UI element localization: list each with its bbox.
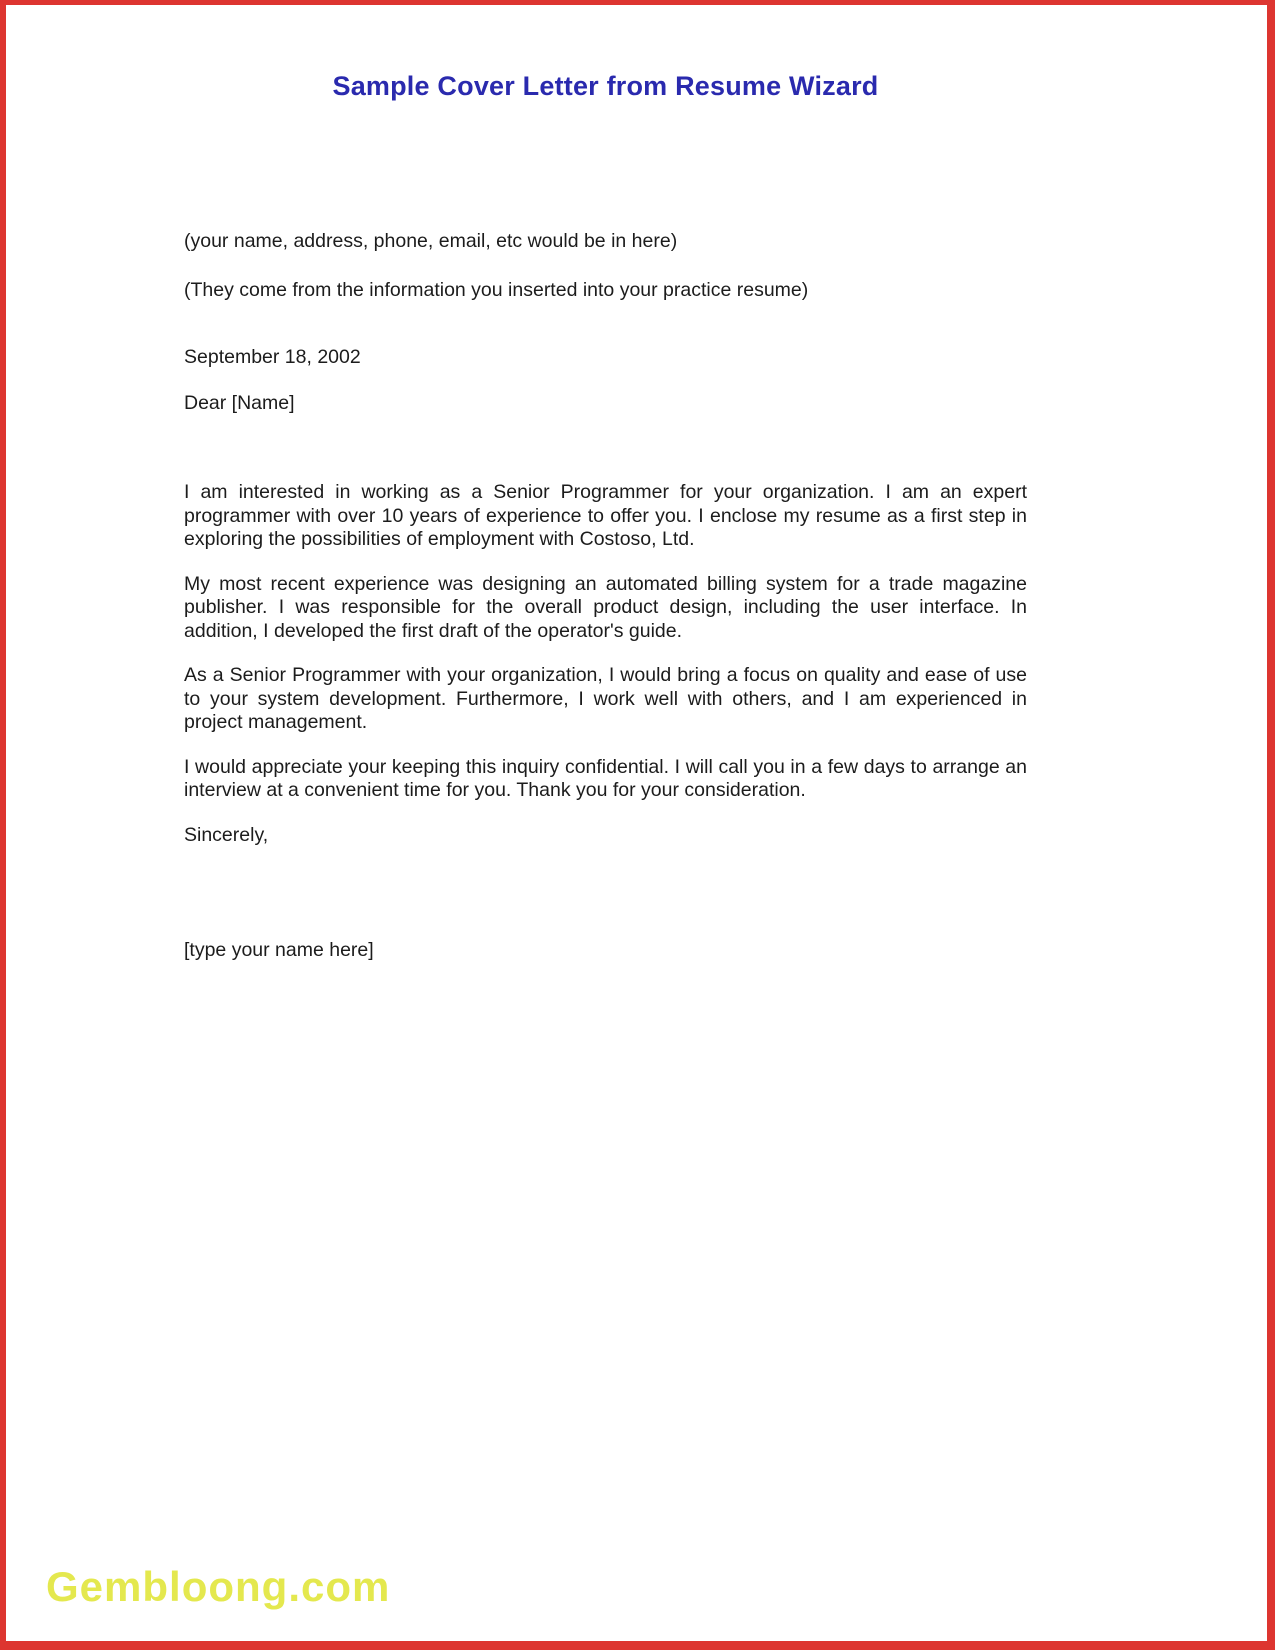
letter-body: [184, 481, 1027, 803]
page-title: Sample Cover Letter from Resume Wizard: [332, 71, 879, 101]
contact-source-note-line: (They come from the information you inserted into your practice resume): [184, 278, 809, 301]
paragraph-confidential: I would appreciate your keeping this inquiry confidential. I will call you in a few days to arrange an interview at a convenient time for you. Thank you for your consideration.: [184, 755, 1027, 801]
closing: Sincerely,: [184, 823, 269, 846]
paragraph-qualities: As a Senior Programmer with your organization, I would bring a focus on quality and ease of use to your system development. Furthermore, I work well with others, and I am experienced in project management.: [184, 664, 1027, 733]
contact-placeholder-line: (your name, address, phone, email, etc would be in here): [184, 230, 678, 252]
paragraph-experience: My most recent experience was designing an automated billing system for a trade magazine publisher. I was responsible for the overall product design, including the user interface. In addition, I developed the first draft of the operator's guide.: [184, 572, 1027, 642]
letter-content: [184, 5, 1027, 963]
signature-placeholder: [type your name here]: [184, 939, 374, 961]
paragraph-interest: I am interested in working as a Senior Programmer for your organization. I am an expert programmer with over 10 years of experience to offer you. I enclose my resume as a first step in exploring the possibilities of employment with Costoso, Ltd.: [184, 481, 1027, 550]
letter-date: September 18, 2002: [184, 346, 361, 368]
watermark-text: Gembloong.com: [46, 1563, 391, 1610]
salutation: Dear [Name]: [184, 391, 295, 414]
